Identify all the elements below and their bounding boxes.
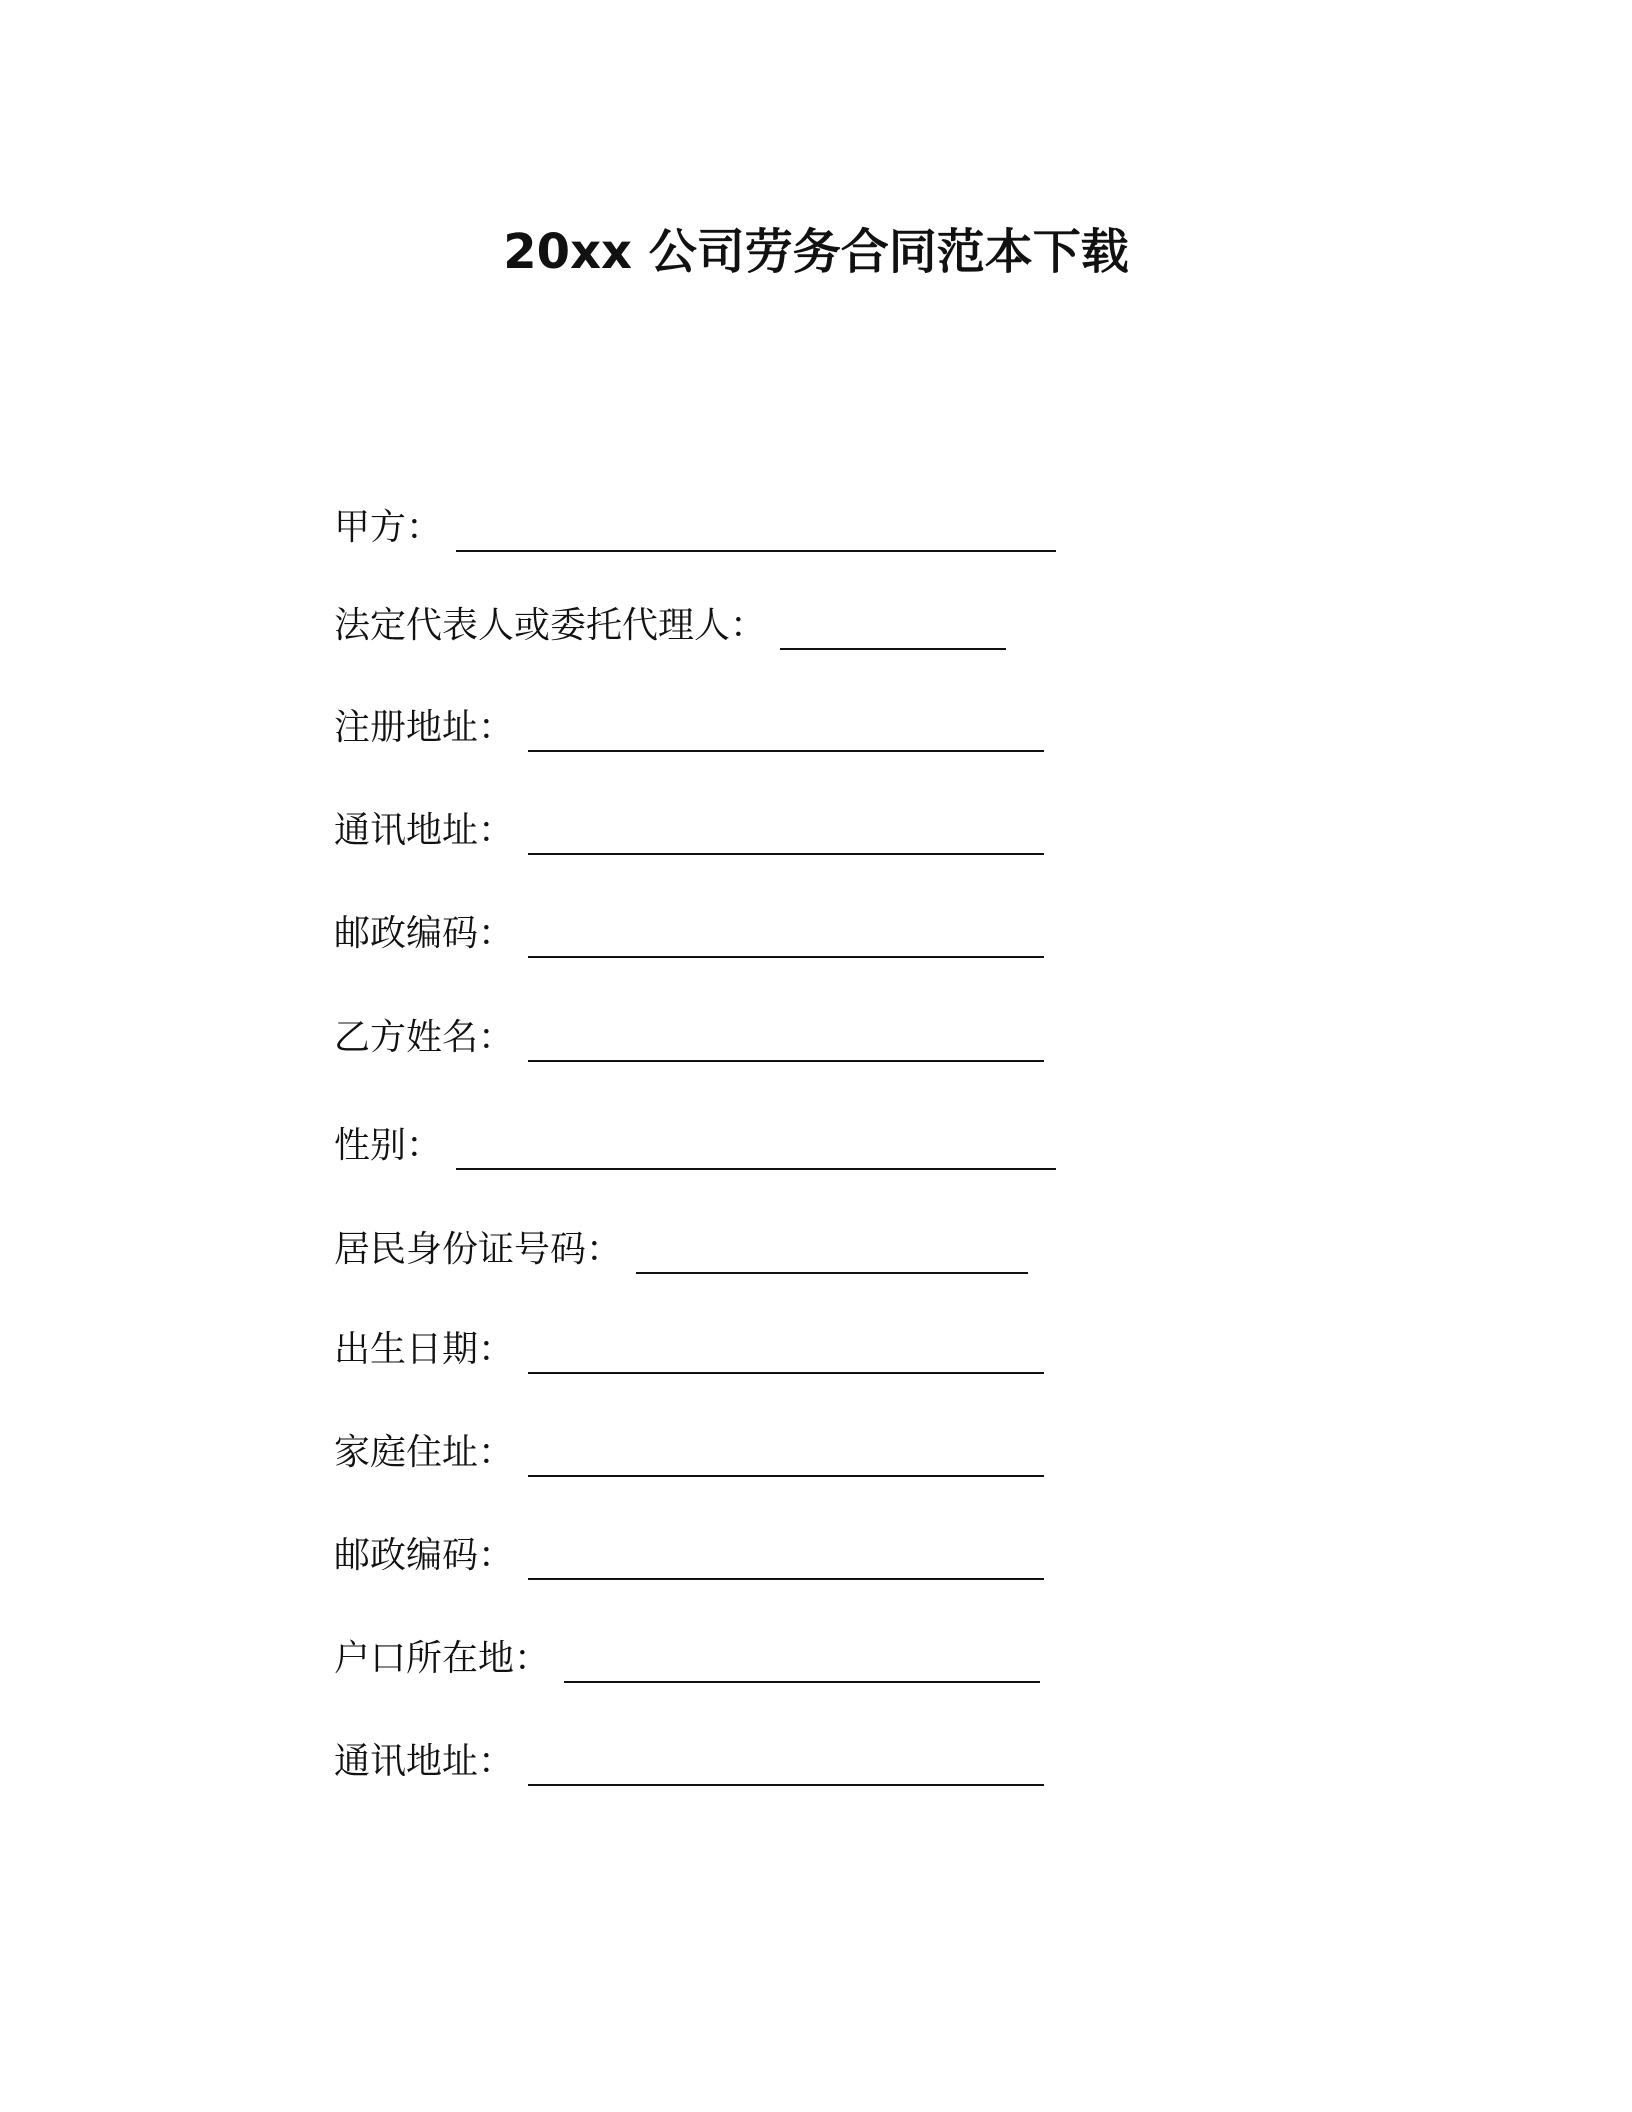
field-label: 性别： (334, 1125, 443, 1166)
field-party-b-name (334, 1010, 1044, 1060)
field-home-address (334, 1425, 1044, 1475)
field-label: 邮政编码： (334, 913, 515, 954)
field-blank-line[interactable] (528, 1538, 1044, 1580)
field-blank-line[interactable] (528, 1332, 1044, 1374)
field-registered-address (334, 700, 1044, 750)
field-legal-representative (334, 598, 1006, 648)
field-blank-line[interactable] (528, 1435, 1044, 1477)
field-blank-line[interactable] (456, 1128, 1056, 1170)
field-label: 法定代表人或委托代理人： (334, 605, 767, 646)
field-birth-date (334, 1322, 1044, 1372)
field-blank-line[interactable] (564, 1641, 1040, 1683)
document-title: 20xx 公司劳务合同范本下载 (503, 224, 1129, 280)
field-blank-line[interactable] (528, 813, 1044, 855)
field-label: 甲方： (334, 507, 443, 548)
field-gender (334, 1118, 1056, 1168)
field-label: 居民身份证号码： (334, 1229, 623, 1270)
field-blank-line[interactable] (528, 710, 1044, 752)
field-party-a (334, 500, 1056, 550)
field-label: 通讯地址： (334, 1741, 515, 1782)
field-postal-code-a (334, 906, 1044, 956)
field-household-registration (334, 1631, 1040, 1681)
field-id-number (334, 1222, 1028, 1272)
field-label: 户口所在地： (334, 1638, 551, 1679)
field-label: 乙方姓名： (334, 1017, 515, 1058)
field-blank-line[interactable] (528, 1020, 1044, 1062)
field-blank-line[interactable] (456, 510, 1056, 552)
field-label: 家庭住址： (334, 1432, 515, 1473)
field-mailing-address-b (334, 1734, 1044, 1784)
field-label: 通讯地址： (334, 810, 515, 851)
field-blank-line[interactable] (636, 1232, 1028, 1274)
field-label: 注册地址： (334, 707, 515, 748)
field-label: 出生日期： (334, 1329, 515, 1370)
field-mailing-address-a (334, 803, 1044, 853)
field-label: 邮政编码： (334, 1535, 515, 1576)
field-blank-line[interactable] (528, 916, 1044, 958)
field-blank-line[interactable] (780, 608, 1006, 650)
field-postal-code-b (334, 1528, 1044, 1578)
field-blank-line[interactable] (528, 1744, 1044, 1786)
